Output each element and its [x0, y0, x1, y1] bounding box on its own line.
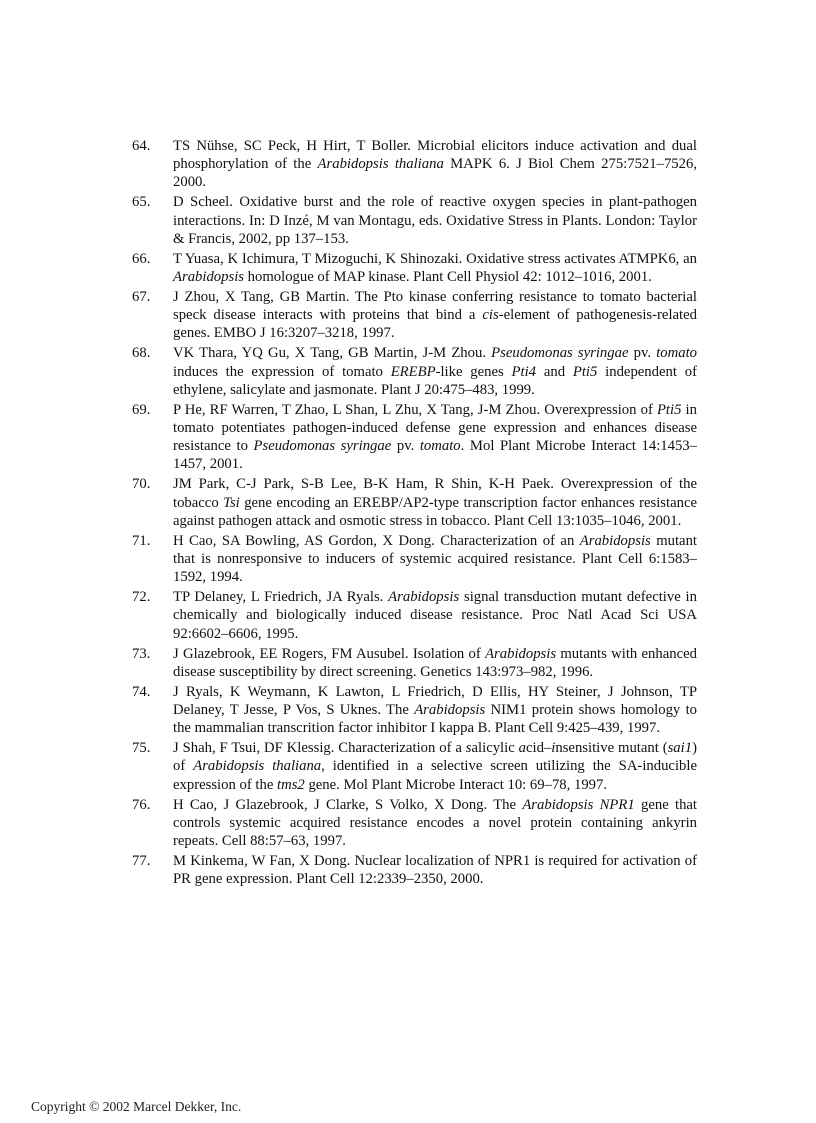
reference-text [173, 589, 697, 641]
reference-text-run: -like genes [435, 363, 512, 380]
italic-term: EREBP [390, 363, 436, 380]
italic-term: tms2 [277, 776, 305, 793]
reference-text-run: alicylic [471, 740, 519, 757]
reference-text [173, 402, 697, 473]
reference-number: 73. [132, 645, 151, 662]
reference-item [132, 796, 697, 851]
reference-text-run: mutants with enhanced disease susceptibility by direct screening. Genetics 143:973–982, 1996. [173, 645, 697, 680]
reference-text-run: . Mol Plant Microbe Interact 14:1453–1457, 2001. [173, 438, 697, 473]
italic-term: Pti5 [656, 401, 682, 418]
reference-text [173, 740, 697, 792]
reference-text-run: cid– [525, 740, 552, 757]
italic-term: Arabidopsis [173, 269, 244, 286]
reference-number: 72. [132, 589, 151, 606]
reference-number: 66. [132, 250, 151, 267]
reference-item [132, 288, 697, 343]
reference-item [132, 852, 697, 888]
italic-term: Pti5 [572, 363, 598, 380]
italic-term: a [518, 740, 526, 757]
italic-term: Arabidopsis [579, 532, 651, 549]
reference-text-run: pv. [628, 345, 657, 362]
reference-text-run: H Cao, SA Bowling, AS Gordon, X Dong. Characterization of an [173, 532, 580, 549]
italic-term: Pti4 [511, 363, 537, 380]
reference-text-run: pv. [391, 438, 420, 455]
reference-number: 67. [132, 289, 151, 306]
reference-item [132, 588, 697, 643]
reference-text-run: independent of ethylene, salicylate and jasmonate. Plant J 20:475–483, 1999. [173, 363, 697, 398]
reference-number: 64. [132, 138, 151, 154]
reference-text [173, 251, 697, 285]
italic-term: tomato [419, 438, 461, 455]
reference-item [132, 401, 697, 474]
reference-item [132, 683, 697, 738]
italic-term: Arabidopsis thaliana [317, 156, 444, 173]
reference-text-run: JM Park, C-J Park, S-B Lee, B-K Ham, R Shin, K-H Paek. Overexpression of the tobacco [173, 476, 697, 511]
reference-text [173, 533, 697, 585]
reference-text-run: , identified in a selective screen utilizing the SA-inducible expression of the [173, 758, 697, 793]
reference-text-run: TP Delaney, L Friedrich, JA Ryals. [173, 589, 389, 606]
reference-text-run: nsensitive mutant ( [555, 740, 668, 757]
reference-text-run: J Shah, F Tsui, DF Klessig. Characterization of a [173, 740, 466, 757]
reference-text-run: homologue of MAP kinase. Plant Cell Physiol 42: 1012–1016, 2001. [244, 269, 652, 286]
reference-text-run: mutant that is nonresponsive to inducers of systemic acquired resistance. Plant Cell 6:1583–1592, 1994. [173, 532, 697, 586]
reference-number: 76. [132, 796, 151, 813]
reference-item [132, 645, 697, 681]
reference-text-run: and [536, 363, 573, 380]
reference-text [173, 194, 697, 246]
reference-number: 71. [132, 532, 151, 549]
italic-term: Pseudomonas syringae [253, 438, 392, 455]
reference-item [132, 532, 697, 587]
reference-number: 68. [132, 345, 151, 362]
italic-term: Tsi [223, 494, 240, 511]
italic-term: s [465, 740, 472, 757]
reference-text [173, 289, 697, 341]
reference-text-run: in tomato potentiates pathogen-induced defense gene expression and enhances disease resistance to [173, 401, 697, 455]
reference-text [173, 646, 697, 680]
reference-text-run: J Zhou, X Tang, GB Martin. The Pto kinase conferring resistance to tomato bacterial speck disease interacts with proteins that bind a [173, 289, 697, 324]
reference-text-run: J Glazebrook, EE Rogers, FM Ausubel. Isolation of [173, 645, 486, 662]
reference-text [173, 853, 697, 887]
reference-item [132, 475, 697, 530]
reference-number: 69. [132, 401, 151, 418]
reference-text-run: D Scheel. Oxidative burst and the role of reactive oxygen species in plant-pathogen interactions. In: D Inzé, M van Montagu, eds. Oxidative Stress in Plants. London: Taylor & Francis, 2002, pp 137–153. [173, 194, 697, 247]
reference-text-run: ) of [173, 740, 697, 775]
reference-number: 65. [132, 194, 151, 211]
italic-term: Arabidopsis [414, 702, 486, 719]
italic-term: i [551, 740, 556, 757]
reference-text-run: TS Nühse, SC Peck, H Hirt, T Boller. Microbial elicitors induce activation and dual phosphorylation of the [173, 138, 697, 173]
italic-term: cis [482, 307, 499, 324]
reference-text-run: MAPK 6. J Biol Chem 275:7521–7526, 2000. [173, 156, 698, 191]
reference-text-run: NIM1 protein shows homology to the mammalian transcrition factor inhibitor I kappa B. Plant Cell 9:425–439, 1997. [173, 702, 697, 737]
reference-text-run: H Cao, J Glazebrook, J Clarke, S Volko, X Dong. The [173, 796, 523, 813]
reference-item [132, 739, 697, 794]
reference-text [173, 476, 697, 528]
italic-term: tomato [656, 345, 697, 362]
italic-term: Arabidopsis [485, 645, 557, 662]
italic-term: Arabidopsis NPR1 [522, 796, 635, 813]
reference-text-run: M Kinkema, W Fan, X Dong. Nuclear localization of NPR1 is required for activation of PR gene expression. Plant Cell 12:2339–2350, 2000. [173, 853, 697, 888]
reference-item [132, 193, 697, 248]
reference-text [173, 345, 697, 397]
reference-text-run: P He, RF Warren, T Zhao, L Shan, L Zhu, X Tang, J-M Zhou. Overexpression of [173, 401, 657, 418]
reference-text-run: J Ryals, K Weymann, K Lawton, L Friedrich, D Ellis, HY Steiner, J Johnson, TP Delaney, T Jesse, P Vos, S Uknes. The [173, 683, 697, 719]
reference-item [132, 137, 697, 192]
italic-term: Arabidopsis thaliana [193, 758, 322, 775]
italic-term: Pseudomonas syringae [491, 345, 629, 362]
reference-text-run: signal transduction mutant defective in chemically and biologically induced disease resistance. Proc Natl Acad Sci USA 92:6602–6606, 1995. [173, 589, 697, 642]
reference-number: 75. [132, 740, 151, 757]
italic-term: Arabidopsis [388, 589, 460, 606]
reference-item [132, 344, 697, 399]
reference-text-run: T Yuasa, K Ichimura, T Mizoguchi, K Shinozaki. Oxidative stress activates ATMPK6, an [173, 250, 697, 267]
reference-number: 70. [132, 476, 151, 493]
reference-text-run: gene. Mol Plant Microbe Interact 10: 69–78, 1997. [304, 776, 608, 793]
reference-number: 77. [132, 853, 151, 870]
reference-text-run: gene that controls systemic acquired resistance encodes a novel protein containing ankyrin repeats. Cell 88:57–63, 1997. [173, 796, 698, 850]
reference-text-run: induces the expression of tomato [173, 363, 391, 380]
reference-number: 74. [132, 683, 151, 700]
reference-text-run: gene encoding an EREBP/AP2-type transcription factor enhances resistance against pathogen attack and osmotic stress in tobacco. Plant Cell 13:1035–1046, 2001. [173, 494, 698, 529]
reference-text [173, 684, 697, 736]
reference-item [132, 250, 697, 286]
reference-text-run: VK Thara, YQ Gu, X Tang, GB Martin, J-M Zhou. [173, 345, 492, 362]
reference-list [132, 137, 697, 890]
reference-text [173, 797, 697, 849]
reference-text [173, 138, 697, 190]
reference-text-run: -element of pathogenesis-related genes. EMBO J 16:3207–3218, 1997. [173, 307, 697, 342]
italic-term: sai1 [667, 740, 693, 757]
copyright-footer: Copyright © 2002 Marcel Dekker, Inc. [31, 1099, 242, 1114]
